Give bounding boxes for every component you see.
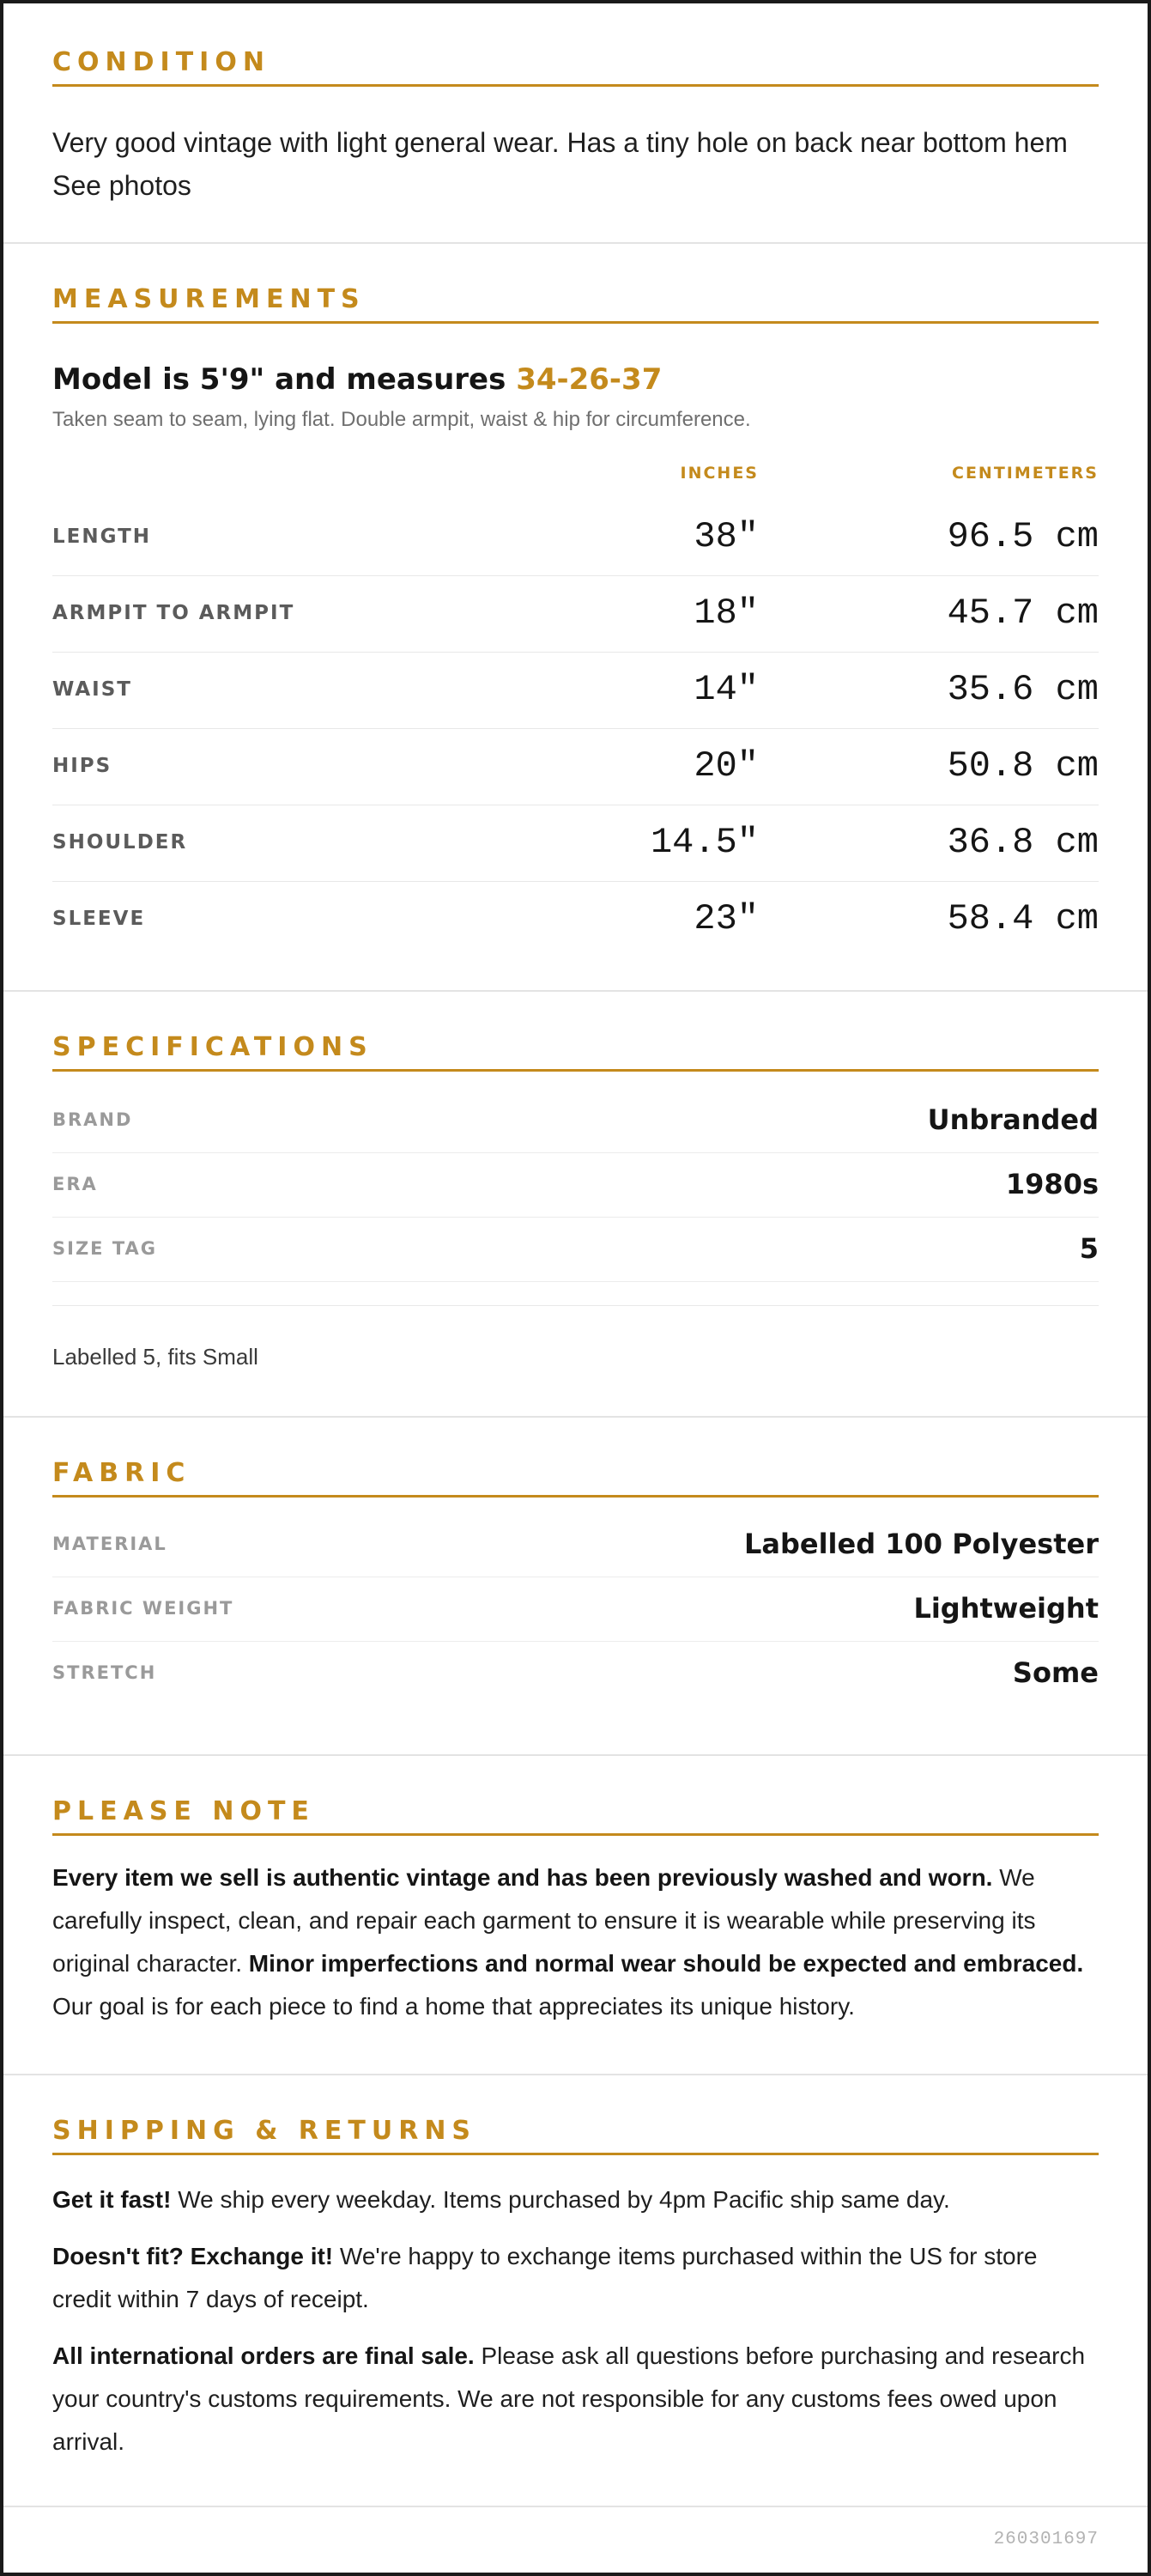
care-statement: We carefully inspect, clean, and repair each garment to ensure it is wearable while preserving its original character. <box>52 1864 1036 1977</box>
fabric-label: STRETCH <box>52 1662 157 1683</box>
fabric-value: Lightweight <box>913 1592 1099 1625</box>
measurement-label: SLEEVE <box>52 908 146 930</box>
exchange-paragraph <box>52 2235 1099 2321</box>
spec-label: ERA <box>52 1174 98 1194</box>
measurement-inches: 14" <box>694 669 759 710</box>
measurement-row-waist <box>52 652 1099 729</box>
shipping-fast-paragraph <box>52 2178 1099 2221</box>
spec-value: 5 <box>1079 1232 1099 1265</box>
condition-see-photos: See photos <box>52 170 191 201</box>
measurement-inches: 18" <box>694 592 759 634</box>
please-note-heading: PLEASE NOTE <box>52 1795 1099 1836</box>
specifications-section <box>3 992 1148 1418</box>
measurement-inches: 23" <box>694 898 759 939</box>
measurement-cm: 58.4 cm <box>947 898 1099 939</box>
spec-value: 1980s <box>1005 1168 1099 1200</box>
fabric-label: MATERIAL <box>52 1534 167 1554</box>
measurement-cm: 45.7 cm <box>947 592 1099 634</box>
please-note-paragraph <box>52 1856 1099 2028</box>
fabric-label: FABRIC WEIGHT <box>52 1598 234 1619</box>
measurement-label: ARMPIT TO ARMPIT <box>52 602 295 624</box>
spec-divider <box>52 1305 1099 1306</box>
specifications-heading: SPECIFICATIONS <box>52 1031 1099 1072</box>
fabric-section <box>3 1418 1148 1756</box>
authentic-vintage-statement: Every item we sell is authentic vintage and has been previously washed and worn. <box>52 1864 993 1891</box>
measurement-row-length <box>52 499 1099 576</box>
measurement-cm: 50.8 cm <box>947 745 1099 787</box>
exchange-bold: Doesn't fit? Exchange it! <box>52 2243 334 2269</box>
measurement-label: LENGTH <box>52 526 152 548</box>
shipping-fast-text: We ship every weekday. Items purchased by 4pm Pacific ship same day. <box>171 2186 950 2213</box>
condition-heading: CONDITION <box>52 46 1099 87</box>
shipping-fast-bold: Get it fast! <box>52 2186 172 2213</box>
spec-row-size-tag <box>52 1217 1099 1282</box>
measurement-inches: 14.5" <box>650 822 759 863</box>
spec-label: BRAND <box>52 1109 133 1130</box>
please-note-section <box>3 1756 1148 2075</box>
fabric-row-weight <box>52 1577 1099 1642</box>
spec-row-era <box>52 1152 1099 1218</box>
spec-label: SIZE TAG <box>52 1238 158 1259</box>
measurement-row-sleeve <box>52 881 1099 957</box>
shipping-heading: SHIPPING & RETURNS <box>52 2115 1099 2155</box>
condition-description: Very good vintage with light general wear. Has a tiny hole on back near bottom hem <box>52 127 1068 158</box>
model-measures-value: 34-26-37 <box>516 362 663 397</box>
fabric-row-material <box>52 1512 1099 1577</box>
measurement-label: WAIST <box>52 678 132 701</box>
fabric-value: Some <box>1012 1656 1099 1689</box>
centimeters-column-header: CENTIMETERS <box>952 464 1099 483</box>
measurements-section <box>3 244 1148 992</box>
fabric-value: Labelled 100 Polyester <box>743 1528 1099 1560</box>
spec-value: Unbranded <box>927 1103 1099 1136</box>
fabric-row-stretch <box>52 1641 1099 1705</box>
condition-section <box>3 3 1148 244</box>
goal-statement: Our goal is for each piece to find a home that appreciates its unique history. <box>52 1993 855 2020</box>
measurement-method-note: Taken seam to seam, lying flat. Double armpit, waist & hip for circumference. <box>52 408 751 431</box>
shipping-section <box>3 2075 1148 2507</box>
fabric-heading: FABRIC <box>52 1457 1099 1498</box>
measurement-inches: 38" <box>694 516 759 557</box>
measurements-heading: MEASUREMENTS <box>52 283 1099 324</box>
measurement-label: HIPS <box>52 755 112 777</box>
measurement-cm: 35.6 cm <box>947 669 1099 710</box>
measurement-cm: 36.8 cm <box>947 822 1099 863</box>
international-paragraph <box>52 2335 1099 2464</box>
model-height-text: Model is 5'9" and measures <box>52 362 517 397</box>
measurement-row-armpit <box>52 575 1099 653</box>
model-measurements <box>52 362 662 397</box>
measurement-cm: 96.5 cm <box>947 516 1099 557</box>
measurement-inches: 20" <box>694 745 759 787</box>
measurement-row-hips <box>52 728 1099 805</box>
measurement-label: SHOULDER <box>52 831 188 854</box>
international-text: Please ask all questions before purchasing and research your country's customs requirements. We are not responsible for any customs fees owed upon arrival. <box>52 2342 1086 2455</box>
exchange-text: We're happy to exchange items purchased within the US for store credit within 7 days of receipt. <box>52 2243 1038 2312</box>
measurement-row-shoulder <box>52 805 1099 882</box>
inches-column-header: INCHES <box>680 464 759 483</box>
spec-row-brand <box>52 1088 1099 1153</box>
international-bold: All international orders are final sale. <box>52 2342 475 2369</box>
item-id: 260301697 <box>993 2530 1099 2549</box>
size-fit-note: Labelled 5, fits Small <box>52 1344 258 1370</box>
imperfections-statement: Minor imperfections and normal wear should be expected and embraced. <box>248 1950 1084 1977</box>
